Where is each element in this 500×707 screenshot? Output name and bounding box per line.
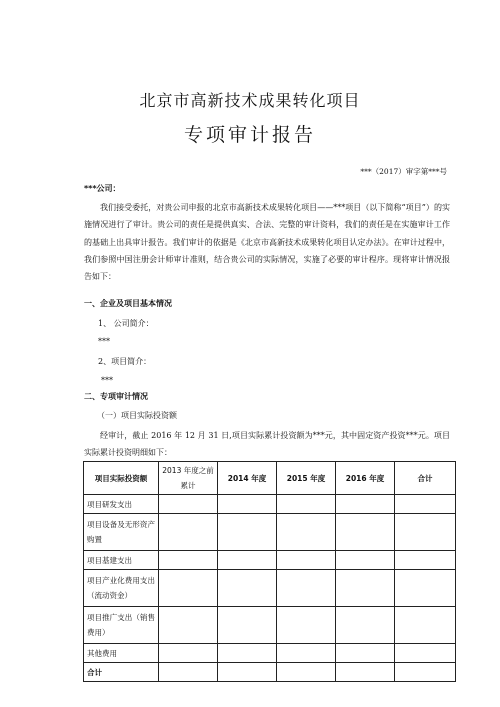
table-cell [395, 644, 456, 663]
document-number: ***（2017）审字第***号 [360, 167, 447, 176]
table-cell [336, 514, 395, 551]
table-cell [159, 663, 218, 682]
table-cell [218, 607, 277, 644]
report-title-line1: 北京市高新技术成果转化项目 [139, 91, 361, 110]
table-cell [159, 570, 218, 607]
table-cell [218, 663, 277, 682]
table-cell [336, 495, 395, 514]
section2-heading: 二、专项审计情况 [84, 392, 148, 401]
addressee: ***公司： [84, 184, 121, 193]
table-cell [159, 644, 218, 663]
table-cell [336, 607, 395, 644]
row-label: 其他费用 [84, 644, 159, 663]
header-cell: 2015 年度 [277, 462, 336, 495]
table-row [84, 551, 456, 570]
table-cell [159, 495, 218, 514]
subsection1-heading: （一）项目实际投资额 [97, 411, 177, 420]
table-cell [395, 570, 456, 607]
table-row [84, 644, 456, 663]
row-label: 项目产业化费用支出（流动资金） [84, 570, 159, 607]
row-label: 合计 [84, 663, 159, 682]
project-intro-label: 2、项目简介： [98, 357, 152, 366]
header-cell: 2016 年度 [336, 462, 395, 495]
table-cell [395, 663, 456, 682]
table-row [84, 663, 456, 682]
table-cell [336, 663, 395, 682]
table-cell [277, 644, 336, 663]
table-header-row [84, 462, 456, 495]
company-intro-value: *** [98, 337, 110, 346]
table-cell [218, 644, 277, 663]
row-label: 项目基建支出 [84, 551, 159, 570]
table-cell [336, 551, 395, 570]
table-cell [277, 514, 336, 551]
table-cell [336, 644, 395, 663]
table-row [84, 570, 456, 607]
table-row [84, 607, 456, 644]
project-intro-value: *** [101, 376, 113, 385]
table-cell [277, 570, 336, 607]
report-title-line2: 专项审计报告 [183, 124, 316, 146]
header-cell: 2014 年度 [218, 462, 277, 495]
row-label: 项目研发支出 [84, 495, 159, 514]
intro-paragraph: 我们接受委托，对贵公司申报的北京市高新技术成果转化项目——***项目（以下简称“项目”）的实施情况进行了审计。贵公司的责任是提供真实、合法、完整的审计资料，我们的责任是在实施审计工作的基础上出具审计报告。我们审计的依据是《北京市高新技术成果转化项目认定办法》。在审计过程中，我们参照中国注册会计师审计准则，结合贵公司的实际情况，实施了必要的审计程序。现将审计情况报告如下： [84, 203, 450, 282]
section1-heading: 一、企业及项目基本情况 [84, 299, 172, 308]
header-cell: 合计 [395, 462, 456, 495]
table-cell [159, 607, 218, 644]
investment-table [83, 461, 456, 682]
table-cell [218, 570, 277, 607]
investment-paragraph: 经审计，截止 2016 年 12 月 31 日,项目实际累计投资额为***元，其中固定资产投资***元。项目实际累计投资明细如下： [84, 431, 450, 457]
table-cell [277, 663, 336, 682]
table-cell [159, 551, 218, 570]
header-cell: 2013 年度之前累计 [159, 462, 218, 495]
table-cell [218, 514, 277, 551]
table-cell [277, 551, 336, 570]
table-row [84, 495, 456, 514]
company-intro-label: 1、 公司简介： [98, 319, 154, 328]
table-row [84, 514, 456, 551]
table-cell [277, 495, 336, 514]
row-label: 项目推广支出（销售费用） [84, 607, 159, 644]
table-cell [395, 495, 456, 514]
table-cell [395, 607, 456, 644]
table-cell [218, 495, 277, 514]
table-cell [218, 551, 277, 570]
table-cell [395, 551, 456, 570]
table-cell [395, 514, 456, 551]
table-cell [336, 570, 395, 607]
table-cell [159, 514, 218, 551]
row-label: 项目设备及无形资产购置 [84, 514, 159, 551]
header-cell: 项目实际投资额 [84, 462, 159, 495]
table-cell [277, 607, 336, 644]
